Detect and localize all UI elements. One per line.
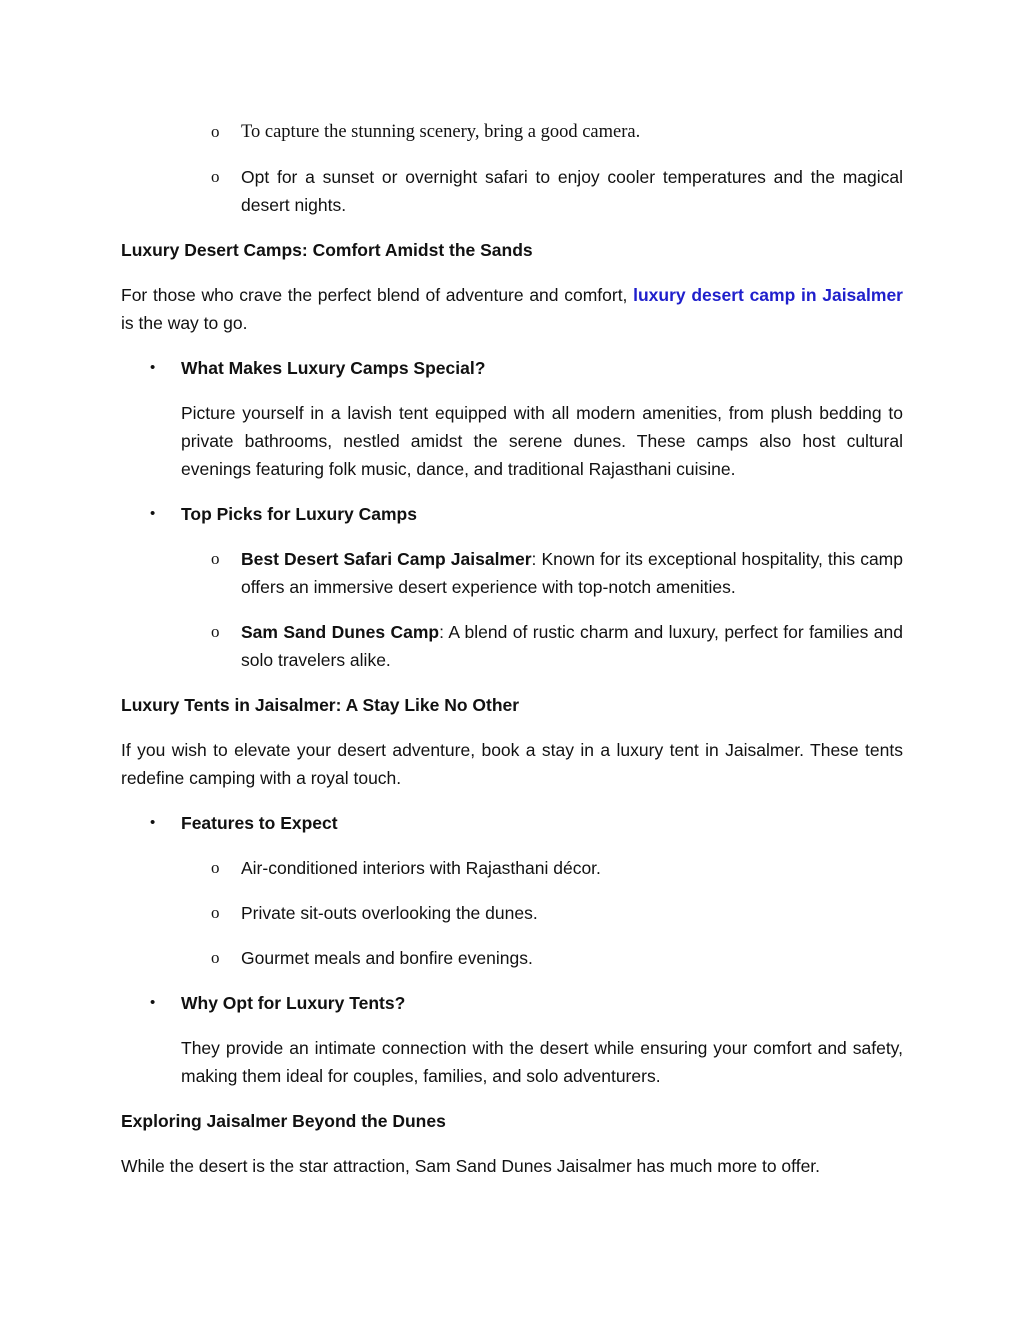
why-tents-description: They provide an intimate connection with the desert while ensuring your comfort and safety, making them ideal for couples, families, and solo adventurers. <box>181 1038 903 1086</box>
subheading-features: Features to Expect <box>181 813 338 833</box>
subheading-special: What Makes Luxury Camps Special? <box>181 358 486 378</box>
intro-paragraph <box>121 281 903 337</box>
pick-name: Sam Sand Dunes Camp <box>241 622 440 642</box>
bullet-marker: • <box>150 994 156 1011</box>
section-heading-beyond-dunes: Exploring Jaisalmer Beyond the Dunes <box>121 1111 446 1131</box>
sub-bullet-marker: o <box>211 167 220 186</box>
bullet-marker: • <box>150 359 156 376</box>
pick-name: Best Desert Safari Camp Jaisalmer <box>241 549 532 569</box>
tip-camera: To capture the stunning scenery, bring a good camera. <box>241 122 641 142</box>
luxury-camp-link[interactable]: luxury desert camp in Jaisalmer <box>633 285 903 305</box>
subheading-why-tents: Why Opt for Luxury Tents? <box>181 993 406 1013</box>
pick-item <box>241 618 903 674</box>
feature-item: Air-conditioned interiors with Rajasthani décor. <box>241 858 601 878</box>
sub-bullet-marker: o <box>211 622 220 641</box>
bullet-marker: • <box>150 814 156 831</box>
special-description: Picture yourself in a lavish tent equipped with all modern amenities, from plush bedding to private bathrooms, nestled amidst the serene dunes. These camps also host cultural evenings featuring folk music, dance, and traditional Rajasthani cuisine. <box>181 403 903 479</box>
subheading-top-picks: Top Picks for Luxury Camps <box>181 504 417 524</box>
sub-bullet-marker: o <box>211 948 220 967</box>
pick-item <box>241 545 903 601</box>
feature-item: Private sit-outs overlooking the dunes. <box>241 903 538 923</box>
bullet-marker: • <box>150 505 156 522</box>
beyond-dunes-paragraph: While the desert is the star attraction, Sam Sand Dunes Jaisalmer has much more to offer. <box>121 1156 821 1176</box>
section-heading-luxury-camps: Luxury Desert Camps: Comfort Amidst the Sands <box>121 240 533 260</box>
tip-sunset-safari: Opt for a sunset or overnight safari to enjoy cooler temperatures and the magical desert nights. <box>241 167 903 215</box>
intro-text-end: is the way to go. <box>121 313 248 333</box>
pick-description: : Known for its exceptional hospitality, this camp offers an immersive desert experience with top-notch amenities. <box>241 549 903 597</box>
intro-text: For those who crave the perfect blend of adventure and comfort, <box>121 285 634 305</box>
feature-item: Gourmet meals and bonfire evenings. <box>241 948 533 968</box>
sub-bullet-marker: o <box>211 903 220 922</box>
sub-bullet-marker: o <box>211 122 220 141</box>
sub-bullet-marker: o <box>211 858 220 877</box>
section-heading-luxury-tents: Luxury Tents in Jaisalmer: A Stay Like No Other <box>121 695 520 715</box>
tents-paragraph: If you wish to elevate your desert adventure, book a stay in a luxury tent in Jaisalmer. These tents redefine camping with a royal touch. <box>121 740 903 788</box>
pick-description: : A blend of rustic charm and luxury, perfect for families and solo travelers alike. <box>241 622 903 670</box>
sub-bullet-marker: o <box>211 549 220 568</box>
